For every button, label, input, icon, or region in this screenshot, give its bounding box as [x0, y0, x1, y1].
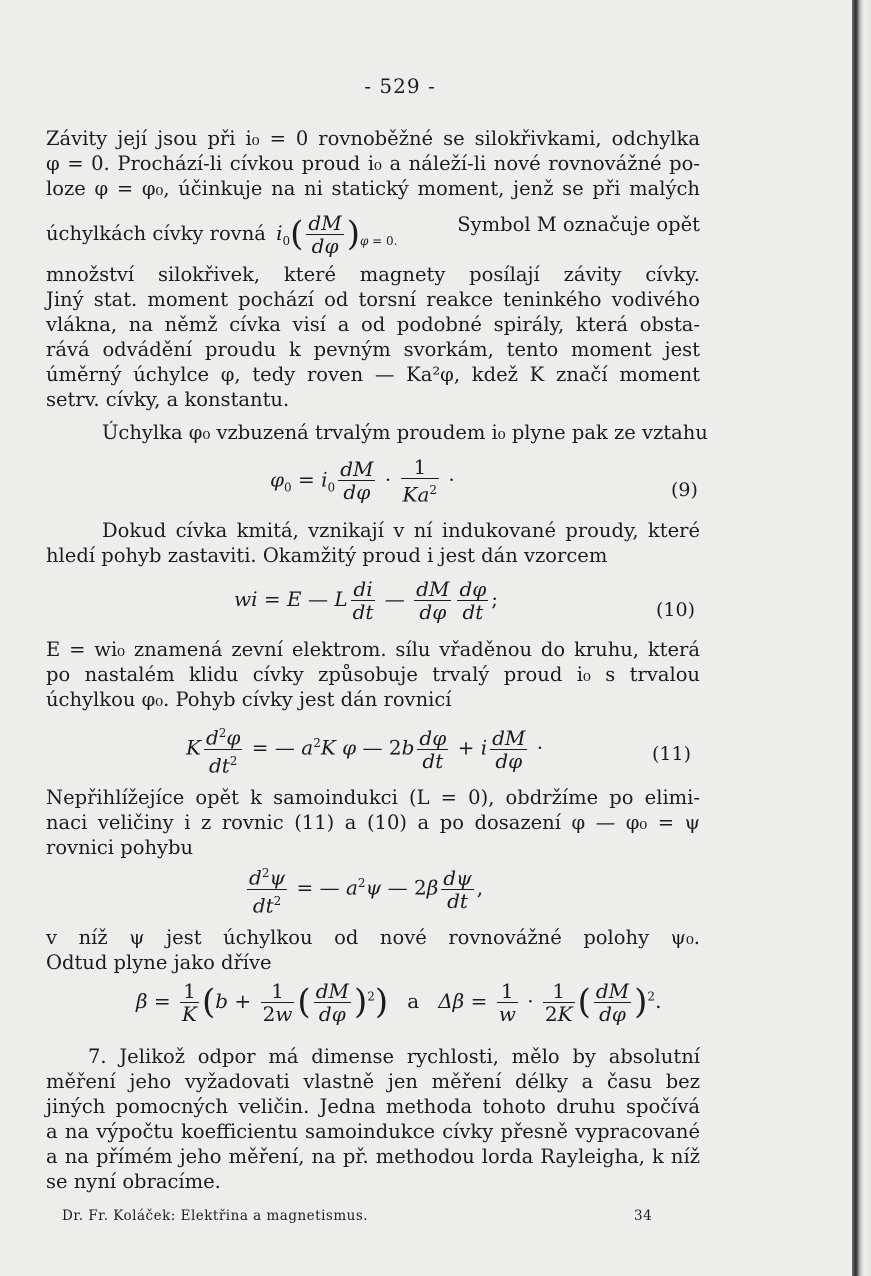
text-fragment: Symbol M označuje opět — [457, 213, 700, 236]
text-line: Úchylka φ₀ vzbuzená trvalým proudem i₀ plyne pak ze vztahu — [102, 421, 708, 444]
text-line: naci veličiny i z rovnic (11) a (10) a po dosazení φ — φ₀ = ψ — [46, 811, 700, 834]
text-line: po nastalém klidu cívky způsobuje trvalý proud i₀ s trvalou — [46, 663, 700, 686]
text-line: setrv. cívky, a konstantu. — [46, 388, 290, 411]
text-line: hledí pohyb zastaviti. Okamžitý proud i jest dán vzorcem — [46, 544, 608, 567]
text-line: množství silokřivek, které magnety posílají závity cívky. — [46, 263, 700, 286]
equation-beta: β = $\frac{1}{K}$ (b + $\frac{1}{2w}$ ( $\frac{dM}{d\varphi}$ )$^2$) a Δβ = $\frac{1}{w}$ · $\frac{1}{2K}$ ( $\frac{dM}{d\varphi}$ )$^2$. — [136, 979, 662, 1026]
text-line-with-formula — [46, 212, 700, 257]
text-line: loze φ = φ₀, účinkuje na ni statický moment, jenž se při malých — [46, 177, 700, 200]
formula-dM-dphi: $i_0$( $\frac{dM}{d\varphi}$ )$_{\varphi = 0.}$ — [276, 211, 398, 258]
text-line: úměrný úchylce φ, tedy roven — Ka²φ, kdež K značí moment — [46, 363, 700, 386]
text-line: Nepřihlížejíce opět k samoindukci (L = 0), obdržíme po elimi- — [46, 786, 700, 809]
equation-10: wi = E — L $\frac{di}{dt}$ — $\frac{dM}{d\varphi}$ $\frac{d\varphi}{dt}$ ; — [234, 577, 499, 624]
equation-number: (9) — [671, 479, 698, 501]
text-line: Jiný stat. moment pochází od torsní reakce teninkého vodivého — [46, 288, 700, 311]
text-line: φ = 0. Prochází-li cívkou proud i₀ a náleží-li nové rovnovážné po- — [46, 152, 700, 175]
page-number: - 529 - — [364, 74, 436, 98]
text-line: se nyní obracíme. — [46, 1170, 221, 1193]
text-line: jiných pomocných veličin. Jedna methoda tohoto druhu spočívá — [46, 1095, 700, 1118]
equation-number: (10) — [656, 599, 696, 621]
text-line: v níž ψ jest úchylkou od nové rovnovážné polohy ψ₀. — [46, 926, 700, 949]
footer-author-title: Dr. Fr. Koláček: Elektřina a magnetismus. — [62, 1208, 369, 1224]
text-fragment: úchylkách cívky rovná — [46, 222, 266, 245]
footer-signature-number: 34 — [634, 1208, 653, 1224]
text-line: rává odvádění proudu k pevným svorkám, tento moment jest — [46, 338, 700, 361]
equation-number: (11) — [652, 743, 692, 765]
equation-11: K $\frac{d^2\varphi}{dt^2}$ = — $a^2K$ φ — 2b $\frac{d\varphi}{dt}$ + i $\frac{dM}{d\varphi}$ · — [186, 722, 543, 776]
text-line: rovnici pohybu — [46, 836, 194, 859]
equation-motion: $\frac{d^2\psi}{dt^2}$ = — $a^2\psi$ — 2β $\frac{d\psi}{dt}$ , — [244, 862, 483, 916]
text-line: 7. Jelikož odpor má dimense rychlosti, mělo by absolutní — [88, 1045, 700, 1068]
text-line: úchylkou φ₀. Pohyb cívky jest dán rovnicí — [46, 688, 452, 711]
text-line: a na výpočtu koefficientu samoindukce cívky přesně vypracované — [46, 1120, 700, 1143]
text-line: Odtud plyne jako dříve — [46, 951, 272, 974]
text-line: Dokud cívka kmitá, vznikají v ní indukované proudy, které — [102, 519, 700, 542]
text-line: měření jeho vyžadovati vlastně jen měření délky a času bez — [46, 1070, 700, 1093]
text-line: a na přímém jeho měření, na př. methodou lorda Rayleigha, k níž — [46, 1145, 700, 1168]
page-edge-shadow — [852, 0, 871, 1276]
text-line: E = wi₀ znamená zevní elektrom. sílu vřaděnou do kruhu, která — [46, 638, 700, 661]
equation-9: $\varphi_0 = i_0$ $\frac{dM}{d\varphi}$ · $\frac{1}{Ka^2}$ · — [270, 455, 455, 507]
text-line: Závity její jsou při i₀ = 0 rovnoběžné se silokřivkami, odchylka — [46, 127, 700, 150]
text-line: vlákna, na němž cívka visí a od podobné spirály, která obsta- — [46, 313, 700, 336]
